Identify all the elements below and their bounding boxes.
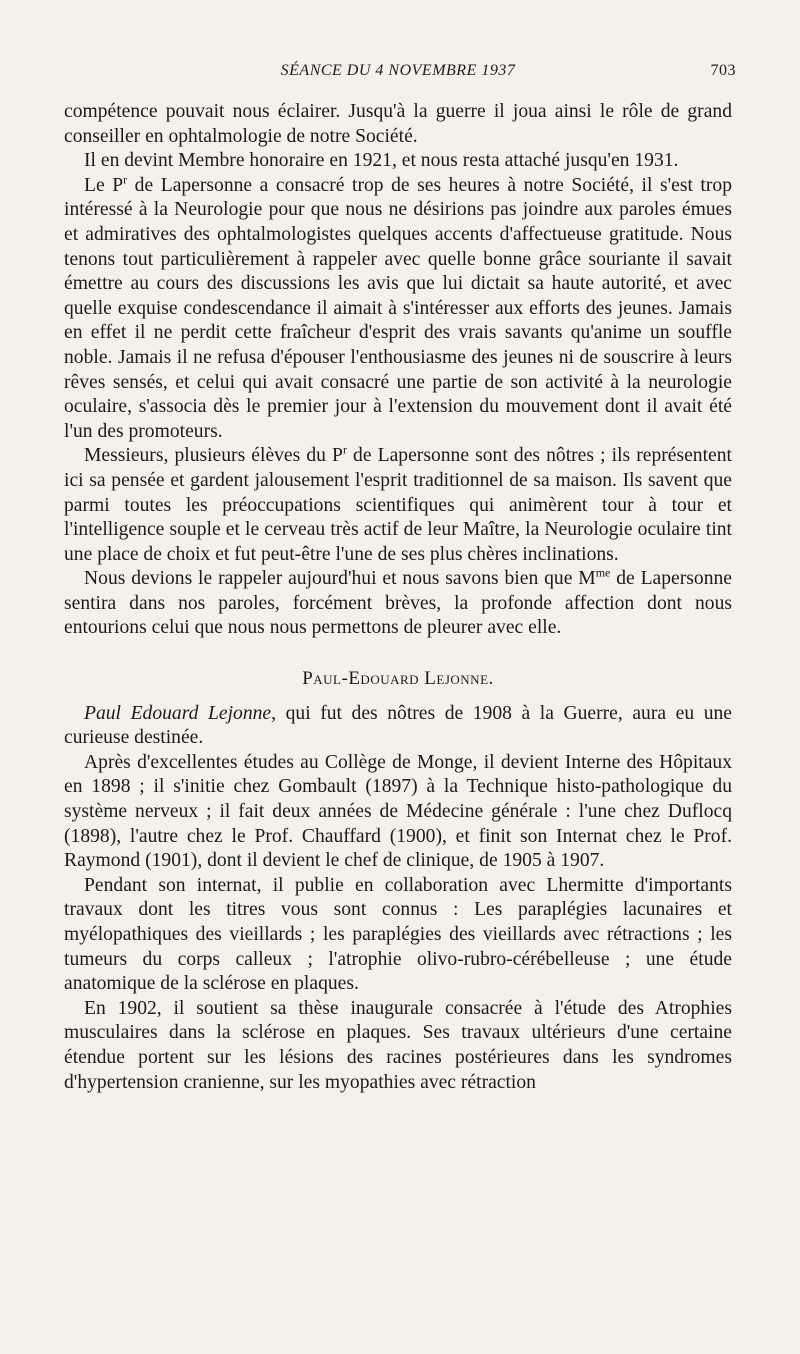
superscript-r: r bbox=[342, 442, 347, 457]
paragraph-5 bbox=[64, 567, 732, 641]
paragraph-3-start: Le P bbox=[84, 174, 124, 196]
paragraph-8: Pendant son internat, il publie en collaboration avec Lhermitte d'importants travaux dont les titres vous sont connus : Les paraplégies lacunaires et myélopathiques des vieillards ; les paraplégies des vieillards avec rétractions ; les tumeurs du corps calleux ; l'atrophie olivo-rubro-cérébelleuse ; une étude anatomique de la sclérose en plaques. bbox=[64, 874, 732, 995]
body-text bbox=[64, 100, 732, 1095]
paragraph-5-start: Nous devions le rappeler aujourd'hui et nous savons bien que M bbox=[84, 568, 596, 590]
paragraph-6-rest: qui fut des nôtres de 1908 à la Guerre, aura eu une curieuse destinée. bbox=[64, 702, 732, 749]
paragraph-4-rest: de Lapersonne sont des nôtres ; ils représentent ici sa pensée et gardent jalousement l'esprit traditionnel de sa maison. Ils savent que parmi toutes les préoccupations scientifiques qui animèrent tour à tour et l'intelligence souple et le cerveau très actif de leur Maître, la Neurologie oculaire tint une place de choix et fut peut-être l'une de ses plus chères inclinations. bbox=[64, 445, 732, 565]
superscript-r: r bbox=[123, 172, 128, 187]
paragraph-3-rest: de Lapersonne a consacré trop de ses heures à notre Société, il s'est trop intéressé à la Neurologie pour que nous ne désirions pas joindre aux paroles émues et admiratives des ophtalmologistes quelques accents d'affectueuse gratitude. Nous tenons tout particulièrement à rappeler avec quelle bonne grâce souriante il savait émettre au cours des discussions les avis que lui dictait sa haute autorité, et avec quelle exquise condescendance il aimait à s'intéresser aux efforts des jeunes. Jamais en effet il ne perdit cette fraîcheur d'esprit des vrais savants qu'anime un souffle noble. Jamais il ne refusa d'épouser l'enthousiasme des jeunes ni de souscrire à leurs rêves sensés, et celui qui avait consacré une partie de son activité à la neurologie oculaire, s'associa dès le premier jour à l'extension du mouvement dont il avait été l'un des promoteurs. bbox=[64, 174, 732, 442]
paragraph-7: Après d'excellentes études au Collège de Monge, il devient Interne des Hôpitaux en 1898 ; il s'initie chez Gombault (1897) à la Technique histo-pathologique du système nerveux ; il fait deux années de Médecine générale : l'une chez Duflocq (1898), l'autre chez le Prof. Chauffard (1900), et finit son Internat chez le Prof. Raymond (1901), dont il devient le chef de clinique, de 1905 à 1907. bbox=[64, 751, 732, 872]
paragraph-6 bbox=[64, 702, 732, 751]
superscript-me: me bbox=[595, 565, 611, 580]
paragraph-4 bbox=[64, 444, 732, 567]
person-name: Paul Edouard Lejonne, bbox=[84, 702, 277, 724]
running-header bbox=[64, 62, 736, 84]
paragraph-4-start: Messieurs, plusieurs élèves du P bbox=[84, 445, 343, 467]
section-heading: Paul-Edouard Lejonne. bbox=[302, 668, 494, 690]
header-title: SÉANCE DU 4 NOVEMBRE 1937 bbox=[280, 62, 516, 79]
paragraph-3 bbox=[64, 174, 732, 445]
paragraph-1: compétence pouvait nous éclairer. Jusqu'à la guerre il joua ainsi le rôle de grand conseiller en ophtalmologie de notre Société. bbox=[64, 101, 732, 147]
paragraph-9: En 1902, il soutient sa thèse inaugurale consacrée à l'étude des Atrophies musculaires dans la sclérose en plaques. Ses travaux ultérieurs d'une certaine étendue portent sur les lésions des racines postérieures dans les syndromes d'hypertension cranienne, sur les myopathies avec rétraction bbox=[64, 997, 732, 1093]
paragraph-2: Il en devint Membre honoraire en 1921, et nous resta attaché jusqu'en 1931. bbox=[84, 150, 679, 172]
page-number: 703 bbox=[710, 62, 736, 79]
paragraph-5-rest: de Lapersonne sentira dans nos paroles, forcément brèves, la profonde affection dont nous entourions celui que nous nous permettons de pleurer avec elle. bbox=[64, 568, 732, 639]
